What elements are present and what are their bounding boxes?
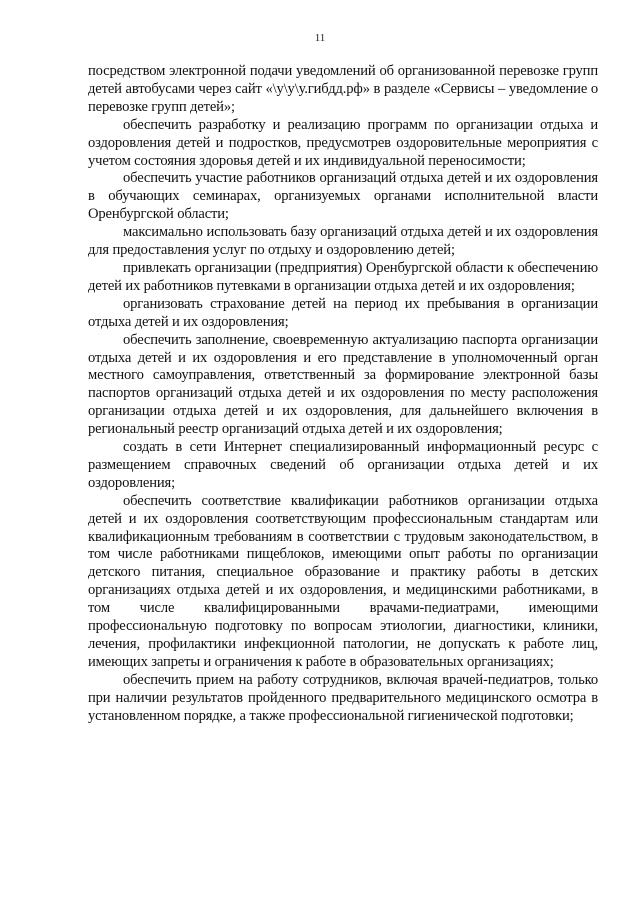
paragraph: обеспечить участие работников организаций отдыха детей и их оздоровления в обучающих семинарах, организуемых органами исполнительной власти Оренбургской области; bbox=[88, 170, 598, 223]
paragraph: обеспечить разработку и реализацию программ по организации отдыха и оздоровления детей и подростков, предусмотрев оздоровительные мероприятия с учетом состояния здоровья детей и их индивидуальной переносимости; bbox=[88, 116, 598, 169]
paragraph: привлекать организации (предприятия) Оренбургской области к обеспечению детей их работников путевками в организации отдыха детей и их оздоровления; bbox=[88, 259, 598, 294]
paragraph: посредством электронной подачи уведомлений об организованной перевозке групп детей автобусами через сайт «\у\у\у.гибдд.рф» в разделе «Сервисы – уведомление о перевозке групп детей»; bbox=[88, 63, 598, 115]
paragraph: организовать страхование детей на период их пребывания в организации отдыха детей и их оздоровления; bbox=[88, 295, 598, 330]
paragraph: максимально использовать базу организаций отдыха детей и их оздоровления для предоставления услуг по отдыху и оздоровлению детей; bbox=[88, 224, 598, 259]
paragraph: создать в сети Интернет специализированный информационный ресурс с размещением справочных сведений об организации отдыха детей и их оздоровления; bbox=[88, 439, 598, 491]
paragraph: обеспечить соответствие квалификации работников организации отдыха детей и их оздоровления соответствующим профессиональным стандартам или квалификационным требованиям в соответствии с трудовым законодательством, в том числе работниками пищеблоков, имеющими опыт работы по организации детского питания, специальное образование и практику работы в детских организациях отдыха детей и их оздоровления, и медицинскими работниками, в том числе квалифицированными врачами-педиатрами, имеющими профессиональную подготовку по вопросам этиологии, диагностики, клиники, лечения, профилактики инфекционной патологии, не допускать к работе лиц, имеющих запреты и ограничения к работе в образовательных организациях; bbox=[88, 492, 598, 670]
paragraph: обеспечить заполнение, своевременную актуализацию паспорта организации отдыха детей и их оздоровления и его представление в уполномоченный орган местного самоуправления, ответственный за формирование электронной базы паспортов организаций отдыха детей и их оздоровления по месту расположения организации отдыха детей и их оздоровления, для дальнейшего включения в региональный реестр организаций отдыха детей и их оздоровления; bbox=[88, 331, 598, 438]
page-number: 11 bbox=[314, 32, 326, 44]
document-body bbox=[88, 63, 598, 726]
paragraph: обеспечить прием на работу сотрудников, включая врачей-педиатров, только при наличии результатов пройденного предварительного медицинского осмотра в установленном порядке, а также профессиональной гигиенической подготовки; bbox=[88, 671, 598, 724]
